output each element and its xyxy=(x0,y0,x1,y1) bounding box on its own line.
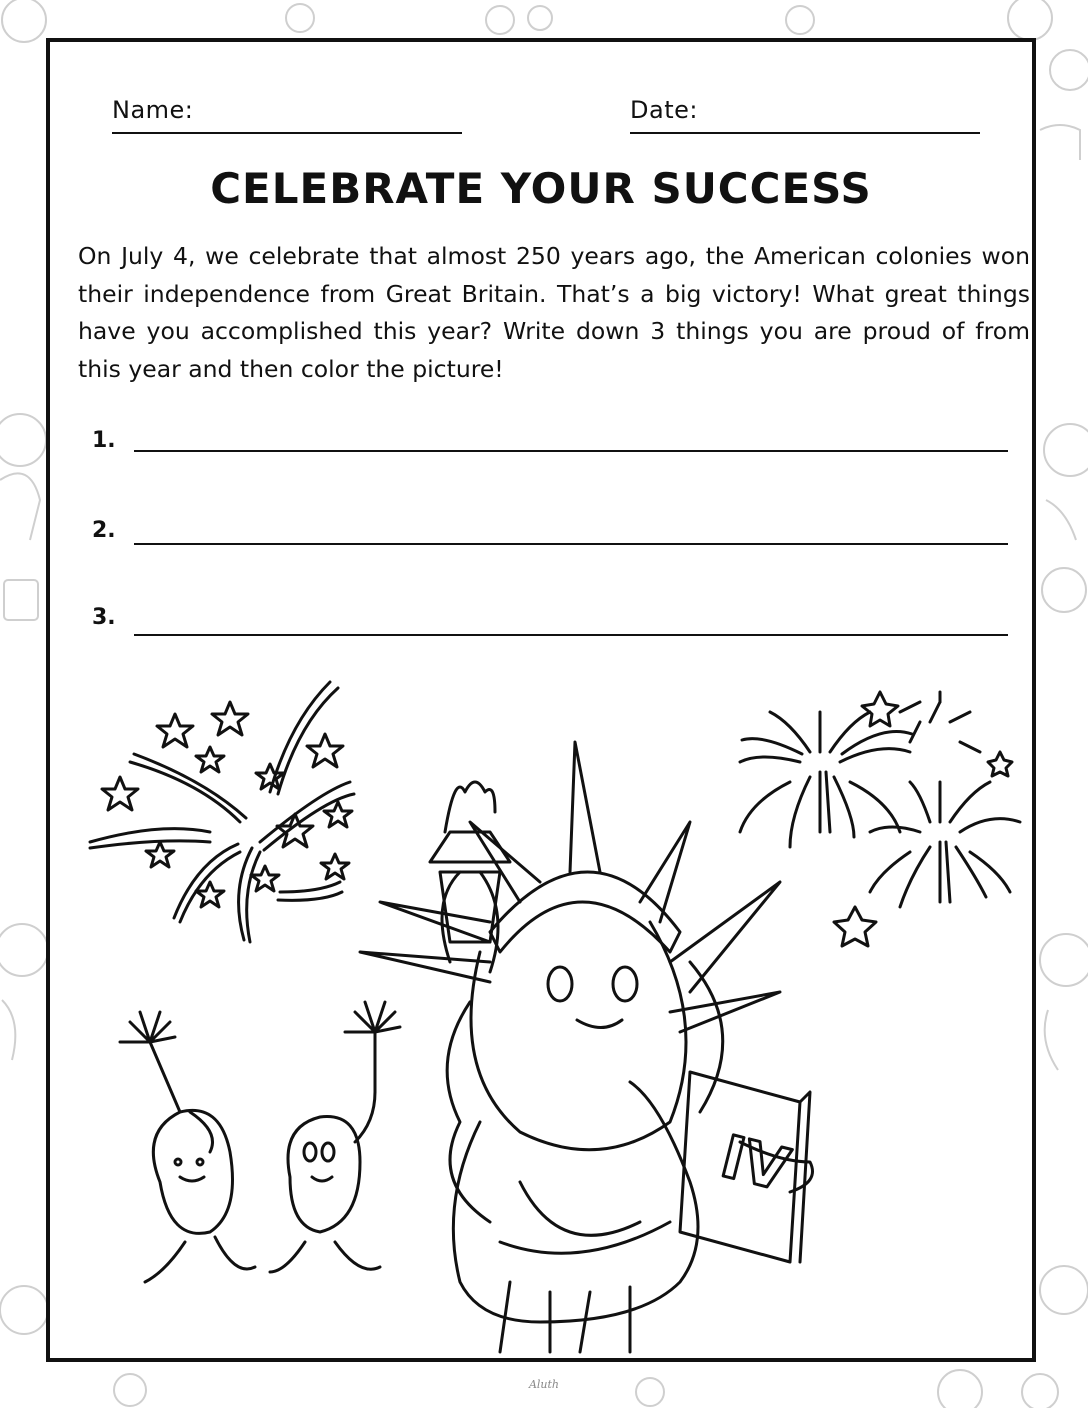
answer-line-1[interactable] xyxy=(134,450,1008,452)
name-field-line[interactable] xyxy=(112,132,462,134)
right-fireworks xyxy=(740,692,1020,946)
date-label: Date: xyxy=(630,96,698,124)
item-number-1: 1. xyxy=(92,428,116,453)
answer-line-2[interactable] xyxy=(134,543,1008,545)
brand-logo: Aluth xyxy=(528,1378,560,1391)
item-number-3: 3. xyxy=(92,605,116,630)
answer-line-3[interactable] xyxy=(134,634,1008,636)
date-field-line[interactable] xyxy=(630,132,980,134)
page-title: CELEBRATE YOUR SUCCESS xyxy=(210,164,872,213)
lady-liberty-character xyxy=(360,742,813,1352)
item-number-2: 2. xyxy=(92,518,116,543)
tablet-numeral: IV xyxy=(714,1122,796,1205)
jellybean-characters xyxy=(120,1002,400,1282)
coloring-illustration xyxy=(50,642,1032,1358)
intro-paragraph: On July 4, we celebrate that almost 250 years ago, the American colonies won their independence from Great Britain. That’s a big victory! What great things have you accomplished this year? Write down 3 things you are proud of from this year and then color the picture! xyxy=(78,242,1030,383)
left-firework-stars xyxy=(90,682,354,942)
worksheet-page xyxy=(46,38,1036,1362)
name-label: Name: xyxy=(112,96,194,124)
